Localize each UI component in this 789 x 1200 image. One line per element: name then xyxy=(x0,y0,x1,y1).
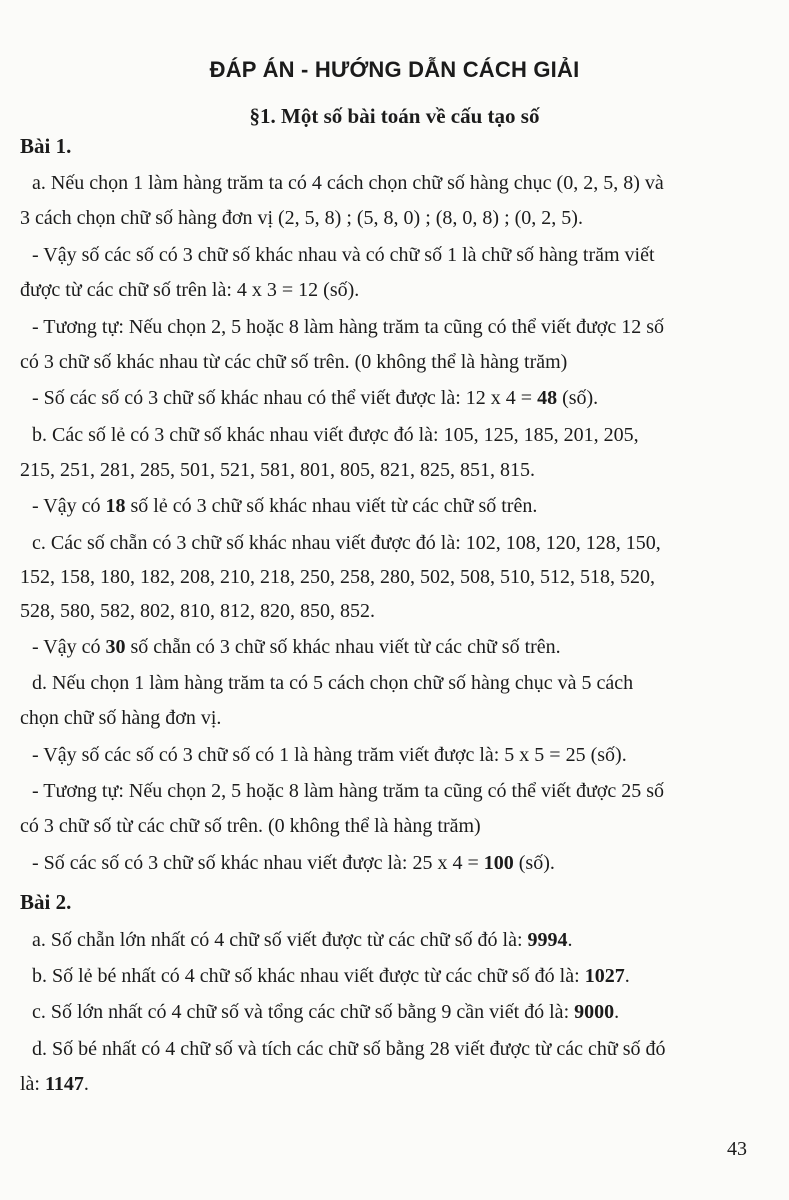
section-title: §1. Một số bài toán về cấu tạo số xyxy=(249,104,540,128)
page-title: ĐÁP ÁN - HƯỚNG DẪN CÁCH GIẢI xyxy=(209,57,580,82)
exercise-1-line-4: được từ các chữ số trên là: 4 x 3 = 12 (số). xyxy=(20,279,360,301)
answer-1027: 1027 xyxy=(584,965,625,987)
exercise-1-line-17: - Vậy số các số có 3 chữ số có 1 là hàng trăm viết được là: 5 x 5 = 25 (số). xyxy=(32,744,627,766)
exercise-2-line-1: a. Số chẵn lớn nhất có 4 chữ số viết được từ các chữ số đó là: 9994. xyxy=(32,929,573,951)
exercise-1-line-2: 3 cách chọn chữ số hàng đơn vị (2, 5, 8) ; (5, 8, 0) ; (8, 0, 8) ; (0, 2, 5). xyxy=(20,207,583,229)
answer-48: 48 xyxy=(537,387,558,409)
exercise-1-line-5: - Tương tự: Nếu chọn 2, 5 hoặc 8 làm hàng trăm ta cũng có thể viết được 12 số xyxy=(32,316,665,338)
exercise-1-line-15: d. Nếu chọn 1 làm hàng trăm ta có 5 cách chọn chữ số hàng chục và 5 cách xyxy=(32,672,634,694)
exercise-1-line-13: 528, 580, 582, 802, 810, 812, 820, 850, 852. xyxy=(20,600,375,622)
answer-1147: 1147 xyxy=(45,1073,84,1095)
exercise-1-line-19: có 3 chữ số từ các chữ số trên. (0 không thể là hàng trăm) xyxy=(20,815,481,837)
exercise-1-line-3: - Vậy số các số có 3 chữ số khác nhau và có chữ số 1 là chữ số hàng trăm viết xyxy=(32,244,655,266)
exercise-2-heading: Bài 2. xyxy=(20,890,72,914)
exercise-1-heading: Bài 1. xyxy=(20,134,72,158)
exercise-1-line-12: 152, 158, 180, 182, 208, 210, 218, 250, 258, 280, 502, 508, 510, 512, 518, 520, xyxy=(20,566,655,588)
exercise-1-line-11: c. Các số chẵn có 3 chữ số khác nhau viết được đó là: 102, 108, 120, 128, 150, xyxy=(32,532,661,554)
exercise-1-line-6: có 3 chữ số khác nhau từ các chữ số trên. (0 không thể là hàng trăm) xyxy=(20,351,568,373)
answer-9994: 9994 xyxy=(527,929,568,951)
exercise-2-line-2: b. Số lẻ bé nhất có 4 chữ số khác nhau viết được từ các chữ số đó là: 1027. xyxy=(32,965,630,987)
exercise-1-line-14: - Vậy có 30 số chẵn có 3 chữ số khác nhau viết từ các chữ số trên. xyxy=(32,636,561,658)
answer-18: 18 xyxy=(105,495,126,517)
answer-100: 100 xyxy=(483,852,514,874)
page-number: 43 xyxy=(727,1138,747,1160)
exercise-1-line-1: a. Nếu chọn 1 làm hàng trăm ta có 4 cách chọn chữ số hàng chục (0, 2, 5, 8) và xyxy=(32,172,664,194)
exercise-1-line-16: chọn chữ số hàng đơn vị. xyxy=(20,707,222,729)
exercise-1-line-10: - Vậy có 18 số lẻ có 3 chữ số khác nhau viết từ các chữ số trên. xyxy=(32,495,538,517)
exercise-1-line-8: b. Các số lẻ có 3 chữ số khác nhau viết được đó là: 105, 125, 185, 201, 205, xyxy=(32,424,639,446)
exercise-2-line-4: d. Số bé nhất có 4 chữ số và tích các chữ số bằng 28 viết được từ các chữ số đó xyxy=(32,1038,666,1060)
exercise-1-line-18: - Tương tự: Nếu chọn 2, 5 hoặc 8 làm hàng trăm ta cũng có thể viết được 25 số xyxy=(32,780,665,802)
exercise-1-line-20: - Số các số có 3 chữ số khác nhau viết được là: 25 x 4 = 100 (số). xyxy=(32,852,555,874)
exercise-2-line-5: là: 1147. xyxy=(20,1073,89,1095)
answer-30: 30 xyxy=(105,636,126,658)
exercise-1-line-9: 215, 251, 281, 285, 501, 521, 581, 801, 805, 821, 825, 851, 815. xyxy=(20,459,535,481)
exercise-1-line-7: - Số các số có 3 chữ số khác nhau có thể viết được là: 12 x 4 = 48 (số). xyxy=(32,387,599,409)
answer-9000: 9000 xyxy=(574,1001,615,1023)
exercise-2-line-3: c. Số lớn nhất có 4 chữ số và tổng các chữ số bằng 9 cần viết đó là: 9000. xyxy=(32,1001,620,1023)
